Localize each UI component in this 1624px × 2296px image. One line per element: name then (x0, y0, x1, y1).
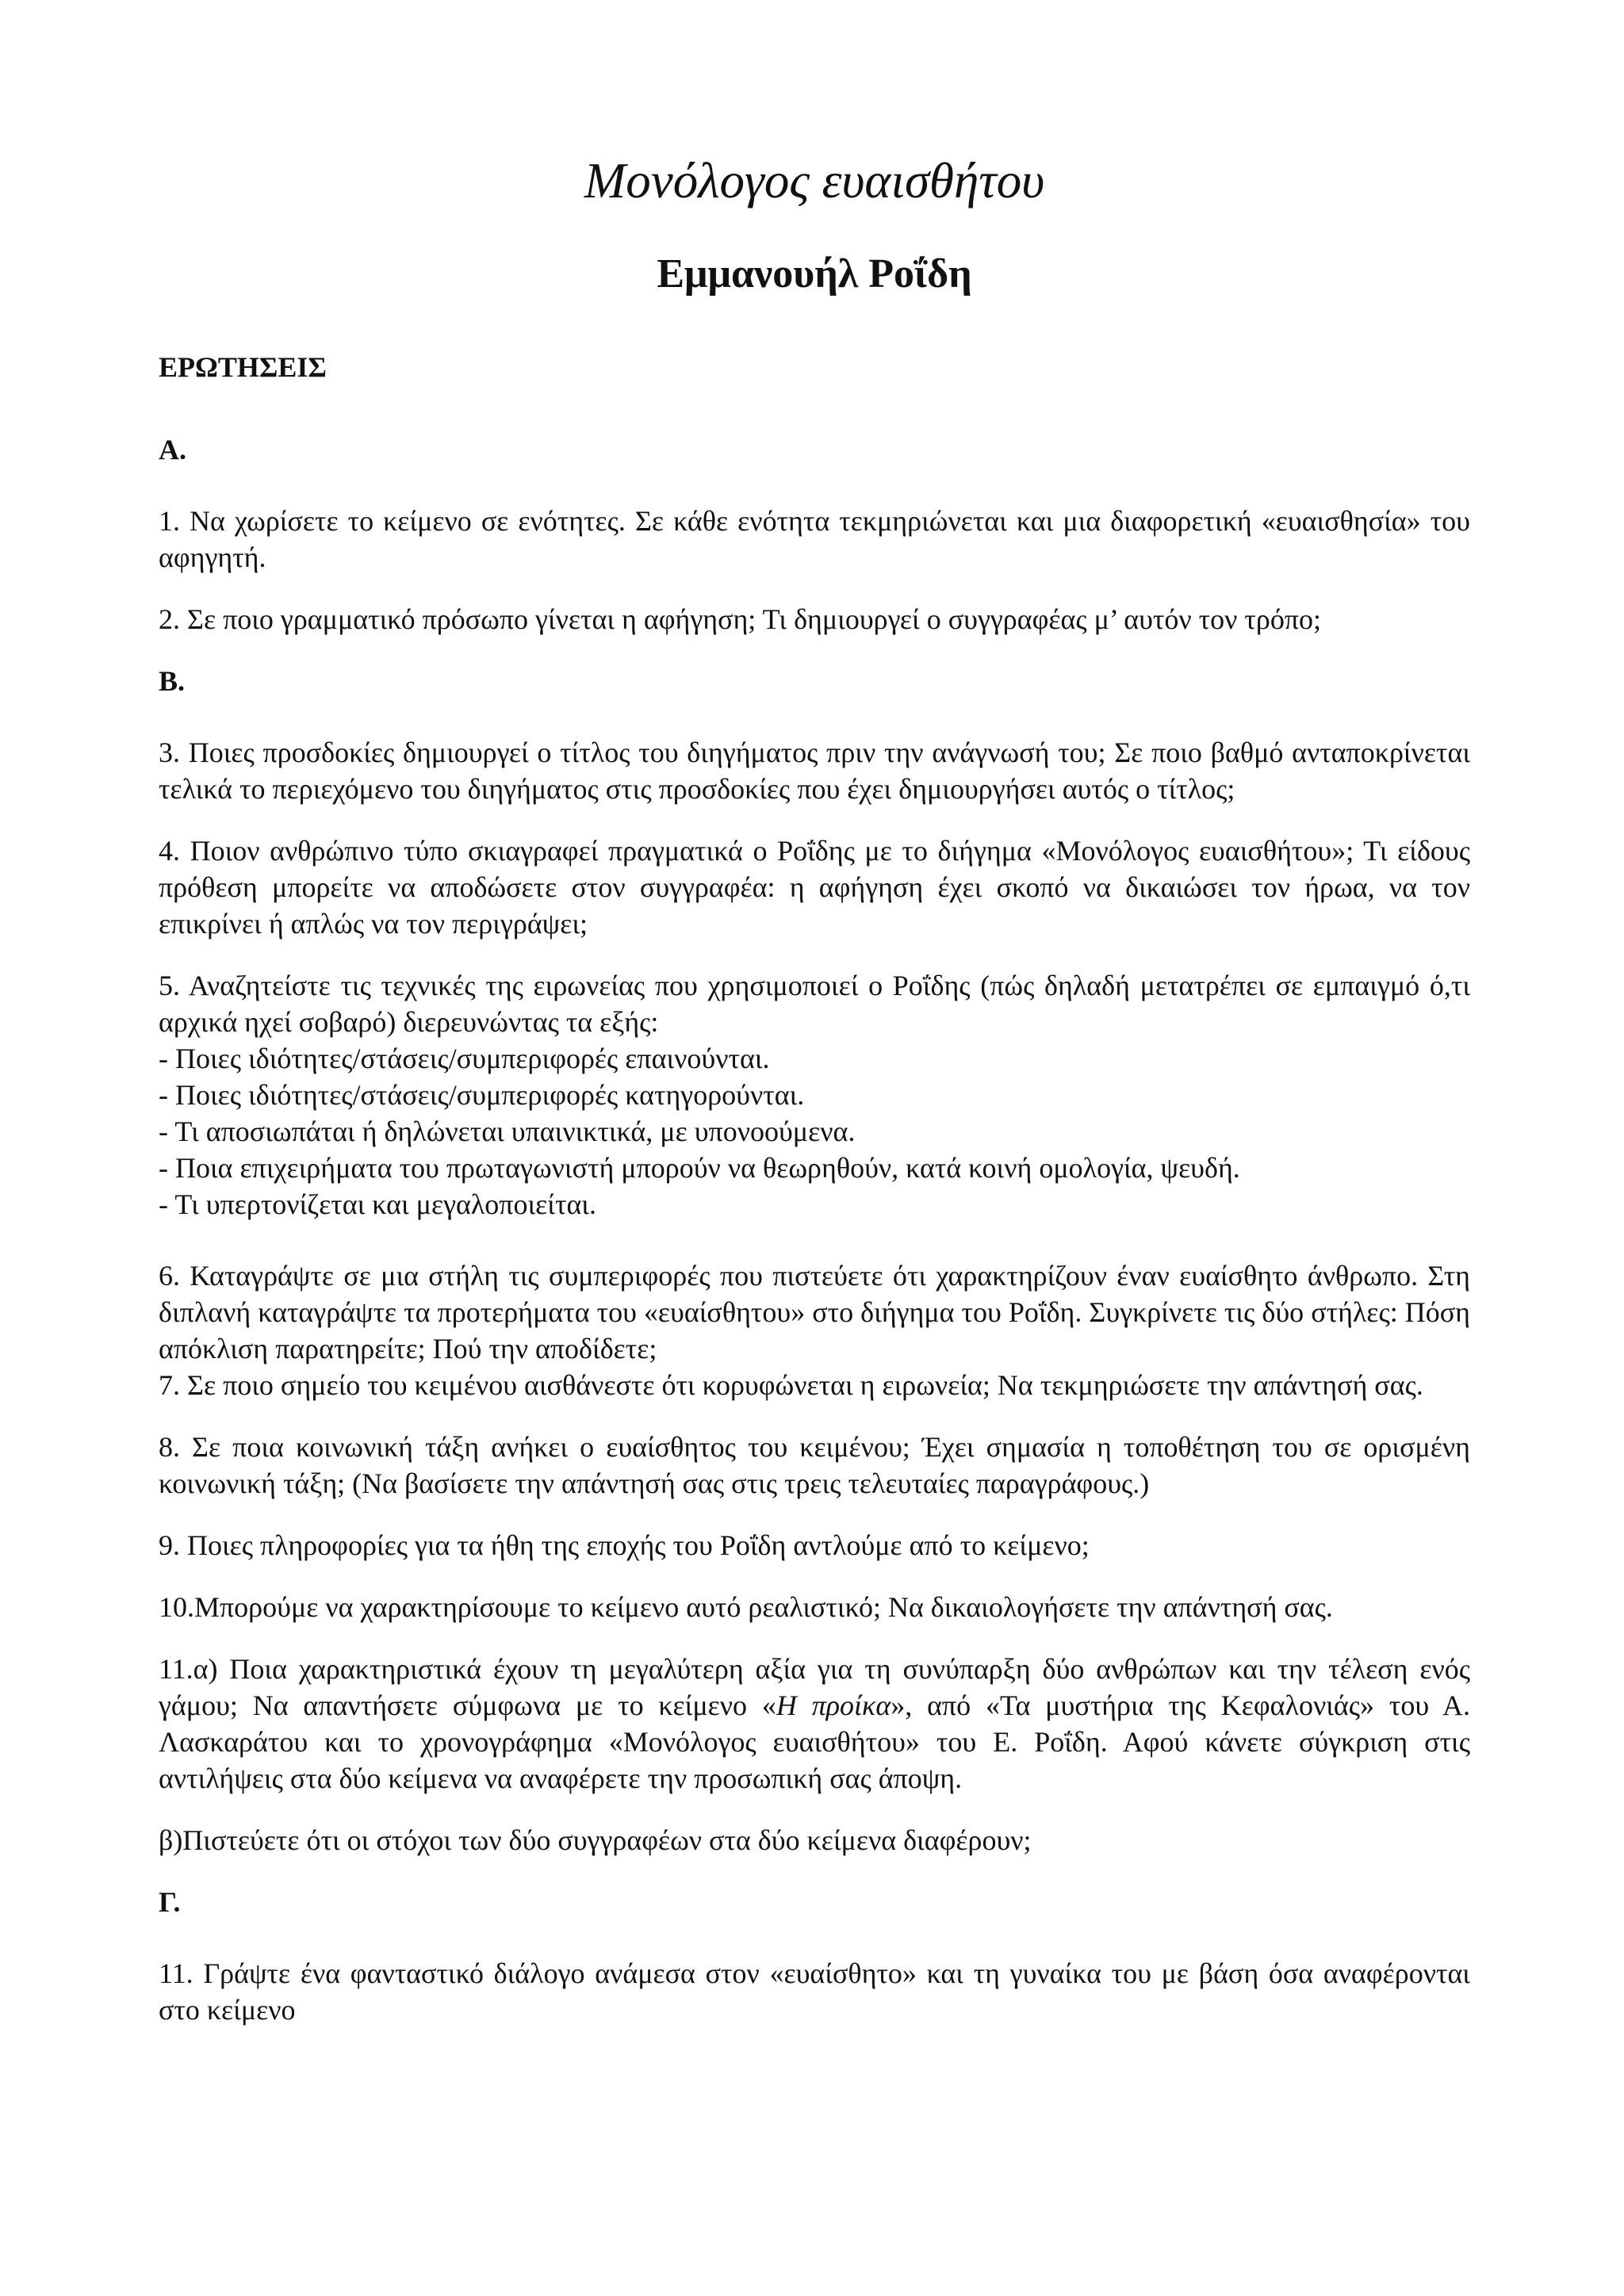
question-2: 2. Σε ποιο γραμματικό πρόσωπο γίνεται η αφήγηση; Τι δημιουργεί ο συγγραφέας μ’ αυτόν τον τρόπο; (159, 603, 1322, 635)
question-10: 10.Μπορούμε να χαρακτηρίσουμε το κείμενο αυτό ρεαλιστικό; Να δικαιολογήσετε την απάντησή σας. (159, 1591, 1333, 1623)
question-8: 8. Σε ποια κοινωνική τάξη ανήκει ο ευαίσθητος του κειμένου; Έχει σημασία η τοποθέτηση του σε ορισμένη κοινωνική τάξη; (Να βασίσετε την απάντησή σας στις τρεις τελευταίες παραγράφους.) (159, 1431, 1470, 1499)
section-label-a: Α. (159, 434, 186, 465)
question-9: 9. Ποιες πληροφορίες για τα ήθη της εποχής του Ροΐδη αντλούμε από το κείμενο; (159, 1529, 1090, 1561)
list-item: - Τι αποσιωπάται ή δηλώνεται υπαινικτικά, με υπονοούμενα. (159, 1115, 856, 1147)
question-11a-text-start: 11.α) Ποια χαρακτηριστικά έχουν τη μεγαλύτερη αξία για τη συνύπαρξη δύο ανθρώπων και την τέλεση ενός γάμου; Να απαντήσετε σύμφωνα με το κείμενο « (159, 1653, 1470, 1721)
list-item: - Τι υπερτονίζεται και μεγαλοποιείται. (159, 1188, 596, 1220)
question-11a (159, 1651, 1470, 1797)
question-4: 4. Ποιον ανθρώπινο τύπο σκιαγραφεί πραγματικά ο Ροΐδης με το διήγημα «Μονόλογος ευαισθήτου»; Τι είδους πρόθεση μπορείτε να αποδώσετε στον συγγραφέα: η αφήγηση έχει σκοπό να δικαιώσει τον ήρωα, να τον επικρίνει ή απλώς να τον περιγράψει; (159, 835, 1470, 939)
question-11b: β)Πιστεύετε ότι οι στόχοι των δύο συγγραφέων στα δύο κείμενα διαφέρουν; (159, 1824, 1032, 1856)
document-body (159, 149, 1470, 2053)
question-11a-text-end: », από «Τα μυστήρια της Κεφαλονιάς» του Α. Λασκαράτου και το χρονογράφημα «Μονόλογος ευαισθήτου» του Ε. Ροΐδη. Αφού κάνετε σύγκριση στις αντιλήψεις στα δύο κείμενα να αναφέρετε την προσωπική σας άποψη. (159, 1689, 1471, 1794)
list-item: - Ποιες ιδιότητες/στάσεις/συμπεριφορές κατηγορούνται. (159, 1079, 805, 1111)
question-7: 7. Σε ποιο σημείο του κειμένου αισθάνεστε ότι κορυφώνεται η ειρωνεία; Να τεκμηριώσετε την απάντησή σας. (159, 1369, 1423, 1401)
question-5-list (159, 1040, 1470, 1223)
question-6: 6. Καταγράψτε σε μια στήλη τις συμπεριφορές που πιστεύετε ότι χαρακτηρίζουν έναν ευαίσθητο άνθρωπο. Στη διπλανή καταγράψτε τα προτερήματα του «ευαίσθητου» στο διήγημα του Ροΐδη. Συγκρίνετε τις δύο στήλες: Πόση απόκλιση παρατηρείτε; Πού την αποδίδετε; (159, 1260, 1470, 1364)
document-author: Εμμανουήλ Ροΐδη (657, 251, 972, 297)
question-5: 5. Αναζητείστε τις τεχνικές της ειρωνείας που χρησιμοποιεί ο Ροΐδης (πώς δηλαδή μετατρέπει σε εμπαιγμό ό,τι αρχικά ηχεί σοβαρό) διερευνώντας τα εξής: (159, 970, 1470, 1038)
section-label-b: Β. (159, 665, 186, 697)
question-11a-italic-title: Η προίκα (776, 1689, 891, 1721)
question-11-dialogue: 11. Γράψτε ένα φανταστικό διάλογο ανάμεσα στον «ευαίσθητο» και τη γυναίκα του με βάση όσα αναφέρονται στο κείμενο (159, 1957, 1470, 2026)
questions-heading: ΕΡΩΤΗΣΕΙΣ (159, 351, 327, 383)
section-label-g: Γ. (159, 1886, 181, 1918)
list-item: - Ποια επιχειρήματα του πρωταγωνιστή μπορούν να θεωρηθούν, κατά κοινή ομολογία, ψευδή. (159, 1152, 1240, 1184)
question-3: 3. Ποιες προσδοκίες δημιουργεί ο τίτλος του διηγήματος πριν την ανάγνωσή του; Σε ποιο βαθμό ανταποκρίνεται τελικά το περιεχόμενο του διηγήματος στις προσδοκίες που έχει δημιουργήσει αυτός ο τίτλος; (159, 737, 1470, 805)
list-item: - Ποιες ιδιότητες/στάσεις/συμπεριφορές επαινούνται. (159, 1043, 770, 1074)
question-1: 1. Να χωρίσετε το κείμενο σε ενότητες. Σε κάθε ενότητα τεκμηριώνεται και μια διαφορετική «ευαισθησία» του αφηγητή. (159, 505, 1470, 573)
document-title: Μονόλογος ευαισθήτου (584, 153, 1045, 209)
